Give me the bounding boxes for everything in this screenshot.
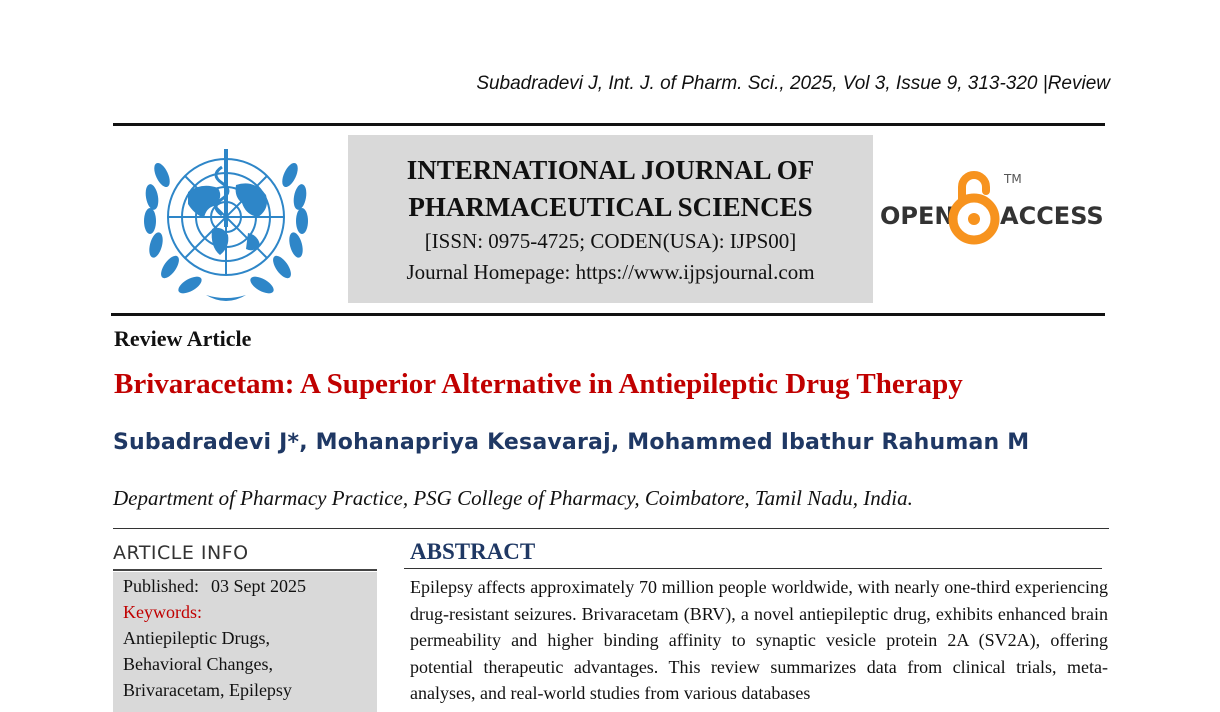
article-info-rule: [113, 569, 377, 571]
journal-homepage: Journal Homepage: https://www.ijpsjournal.com: [406, 260, 815, 284]
top-rule: [113, 123, 1105, 126]
journal-name-line1: INTERNATIONAL JOURNAL OF: [406, 155, 815, 185]
section-divider: [113, 528, 1109, 529]
article-info-heading: ARTICLE INFO: [113, 542, 249, 564]
journal-title-box: [348, 135, 873, 303]
open-access-word1: OPEN: [880, 202, 955, 230]
published-line: [123, 573, 377, 599]
abstract-heading: ABSTRACT: [410, 539, 536, 564]
keyword-item: Brivaracetam, Epilepsy: [123, 680, 292, 700]
keyword-item: Antiepileptic Drugs,: [123, 628, 270, 648]
trademark-symbol: TM: [1004, 172, 1022, 186]
article-title: Brivaracetam: A Superior Alternative in Antiepileptic Drug Therapy: [114, 368, 963, 400]
open-access-word2: ACCESS: [1000, 202, 1104, 230]
open-lock-keyhole: [968, 213, 980, 225]
journal-name-line2: PHARMACEUTICAL SCIENCES: [408, 192, 813, 222]
article-info-box: [113, 572, 377, 712]
published-date: 03 Sept 2025: [211, 576, 307, 596]
abstract-rule: [404, 568, 1102, 569]
open-access-logo-icon: [880, 165, 1110, 255]
citation-header: Subadradevi J, Int. J. of Pharm. Sci., 2025, Vol 3, Issue 9, 313-320 |Review: [476, 73, 1110, 94]
journal-emblem-icon: [126, 137, 326, 307]
abstract-text: Epilepsy affects approximately 70 million people worldwide, with nearly one-third experiencing drug-resistant seizures. Brivaracetam (BRV), a novel antiepileptic drug, exhibits enhanced brain permeability and higher binding affinity to synaptic vesicle protein 2A (SV2A), offering potential therapeutic advantages. This review summarizes data from clinical trials, meta-analyses, and real-world studies from various databases: [410, 577, 1108, 703]
author-affiliation: Department of Pharmacy Practice, PSG College of Pharmacy, Coimbatore, Tamil Nadu, India.: [113, 486, 913, 510]
article-type: Review Article: [114, 326, 252, 351]
author-list: Subadradevi J*, Mohanapriya Kesavaraj, Mohammed Ibathur Rahuman M: [113, 430, 1030, 455]
keyword-item: Behavioral Changes,: [123, 654, 273, 674]
journal-issn: [ISSN: 0975-4725; CODEN(USA): IJPS00]: [424, 229, 797, 253]
published-label: Published:: [123, 576, 200, 596]
keywords-label: Keywords:: [123, 602, 202, 622]
header-bottom-rule: [111, 313, 1105, 316]
